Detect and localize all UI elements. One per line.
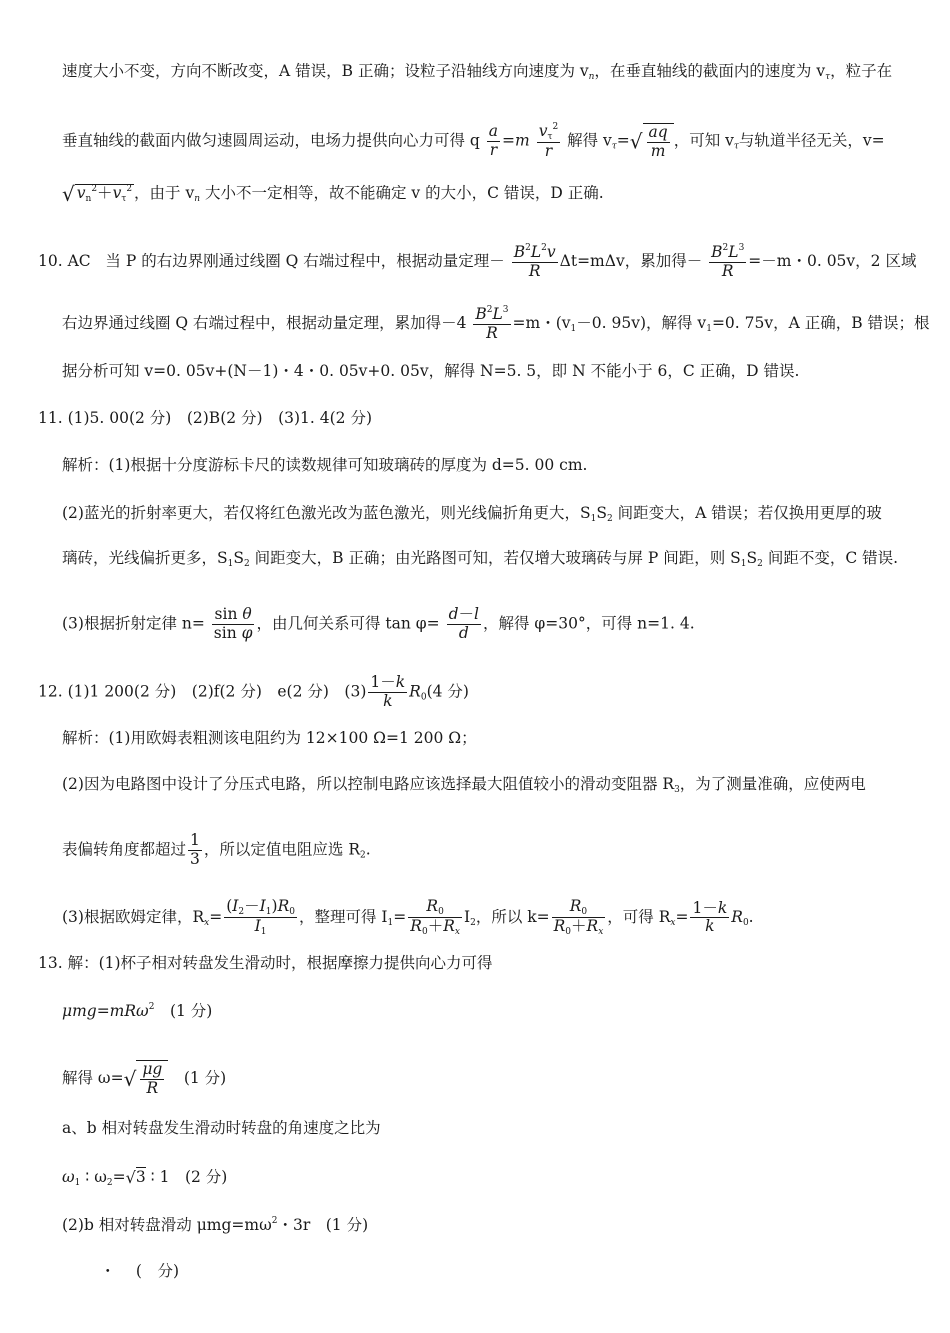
q11-analysis-2: (2)蓝光的折射率更大，若仅将红色激光改为蓝色激光，则光线偏折角更大，S1S2 间距变大，A 错误；若仅换用更厚的玻: [62, 504, 882, 524]
q13-ratio: ω1 ∶ ω2=√3 ∶ 1 (2 分): [62, 1168, 228, 1188]
q13-heading: 13. 解：(1)杯子相对转盘发生滑动时，根据摩擦力提供向心力可得: [38, 954, 493, 972]
q11-answer: 11. (1)5. 00(2 分) (2)B(2 分) (3)1. 4(2 分): [38, 409, 372, 427]
q12-analysis-2: (2)因为电路图中设计了分压式电路，所以控制电路应该选择最大阻值较小的滑动变阻器 R3，为了测量准确，应使两电: [62, 775, 866, 795]
q11-analysis-3: 璃砖，光线偏折更多，S1S2 间距变大，B 正确；由光路图可知，若仅增大玻璃砖与屏 P 间距，则 S1S2 间距不变，C 错误.: [62, 549, 899, 569]
q10-line-3: 据分析可知 v=0. 05v+(N－1)・4・0. 05v+0. 05v，解得 N=5. 5，即 N 不能小于 6，C 正确，D 错误.: [62, 362, 800, 380]
q11-analysis-1: 解析：(1)根据十分度游标卡尺的读数规律可知玻璃砖的厚度为 d=5. 00 cm.: [62, 456, 588, 474]
q13-equation-2: 解得 ω=√ $\frac{\mu g}{R}$ (1 分): [62, 1060, 227, 1097]
q13-text-1: a、b 相对转盘发生滑动时转盘的角速度之比为: [62, 1119, 381, 1137]
q9-line-3: √ $vn^2+v\tau^2$ ，由于 $v_n$ 大小不一定相等，故不能确定 v 的大小，C 错误，D 正确.: [62, 182, 604, 206]
q12-analysis-1: 解析：(1)用欧姆表粗测该电阻约为 12×100 Ω=1 200 Ω；: [62, 729, 477, 747]
q10-line-1: 10. AC 当 P 的右边界刚通过线圈 Q 右端过程中，根据动量定理－ $\frac{B^2L^2v}{R}$ Δt=mΔv，累加得－ $\frac{B^2L^3}{R}$ =－m・0. 05v，2 区域: [38, 243, 917, 280]
q9-line-1: 速度大小不变，方向不断改变，A 错误，B 正确；设粒子沿轴线方向速度为 $v_n$，在垂直轴线的截面内的速度为 $v_\tau$，粒子在: [62, 62, 893, 82]
q13-text-2: (2)b 相对转盘滑动 $\mu mg=m\omega^2$・3r (1 分): [62, 1216, 369, 1234]
q10-line-2: 右边界通过线圈 Q 右端过程中，根据动量定理，累加得－4 $\frac{B^2L^3}{R}$ =m・(v1－0. 95v)，解得 v1=0. 75v，A 正确，B 错误；根: [62, 305, 930, 342]
q13-text-3: ・ ( 分): [100, 1262, 180, 1280]
q12-analysis-3: 表偏转角度都超过 $\frac{1}{3}$ ，所以定值电阻应选 R2.: [62, 831, 371, 868]
q12-analysis-4: (3)根据欧姆定律，$R_x=$ $\frac{(I2-I1)R0}{I1}$ ，整理可得 I1= $\frac{R0}{R0+R_x}$ I2，所以 k= $\frac{R0}{R0+R_x}$ ，可得 $R_x=$ $\frac{1-k}{k}$ R0.: [62, 897, 754, 938]
q11-analysis-4: (3)根据折射定律 n= $\frac{\text{sin θ}}{\text{sin φ}}$ ，由几何关系可得 tan φ= $\frac{d-l}{d}$ ，解得 φ=30°，可得 n=1. 4.: [62, 605, 695, 642]
q13-equation-1: μmg=mRω$^2$ (1 分): [62, 1002, 213, 1020]
q12-answer: 12. (1)1 200(2 分) (2)f(2 分) e(2 分) (3) $\frac{1-k}{k}$ R0(4 分): [38, 673, 469, 710]
q9-line-2: 垂直轴线的截面内做匀速圆周运动，电场力提供向心力可得 q $\frac{a}{r}$ =m $\frac{v\tau^2}{r}$ 解得 $v_\tau=√$ $\frac{aq}{m}$ ，可知 $v_\tau$与轨道半径无关，v=: [62, 122, 885, 161]
